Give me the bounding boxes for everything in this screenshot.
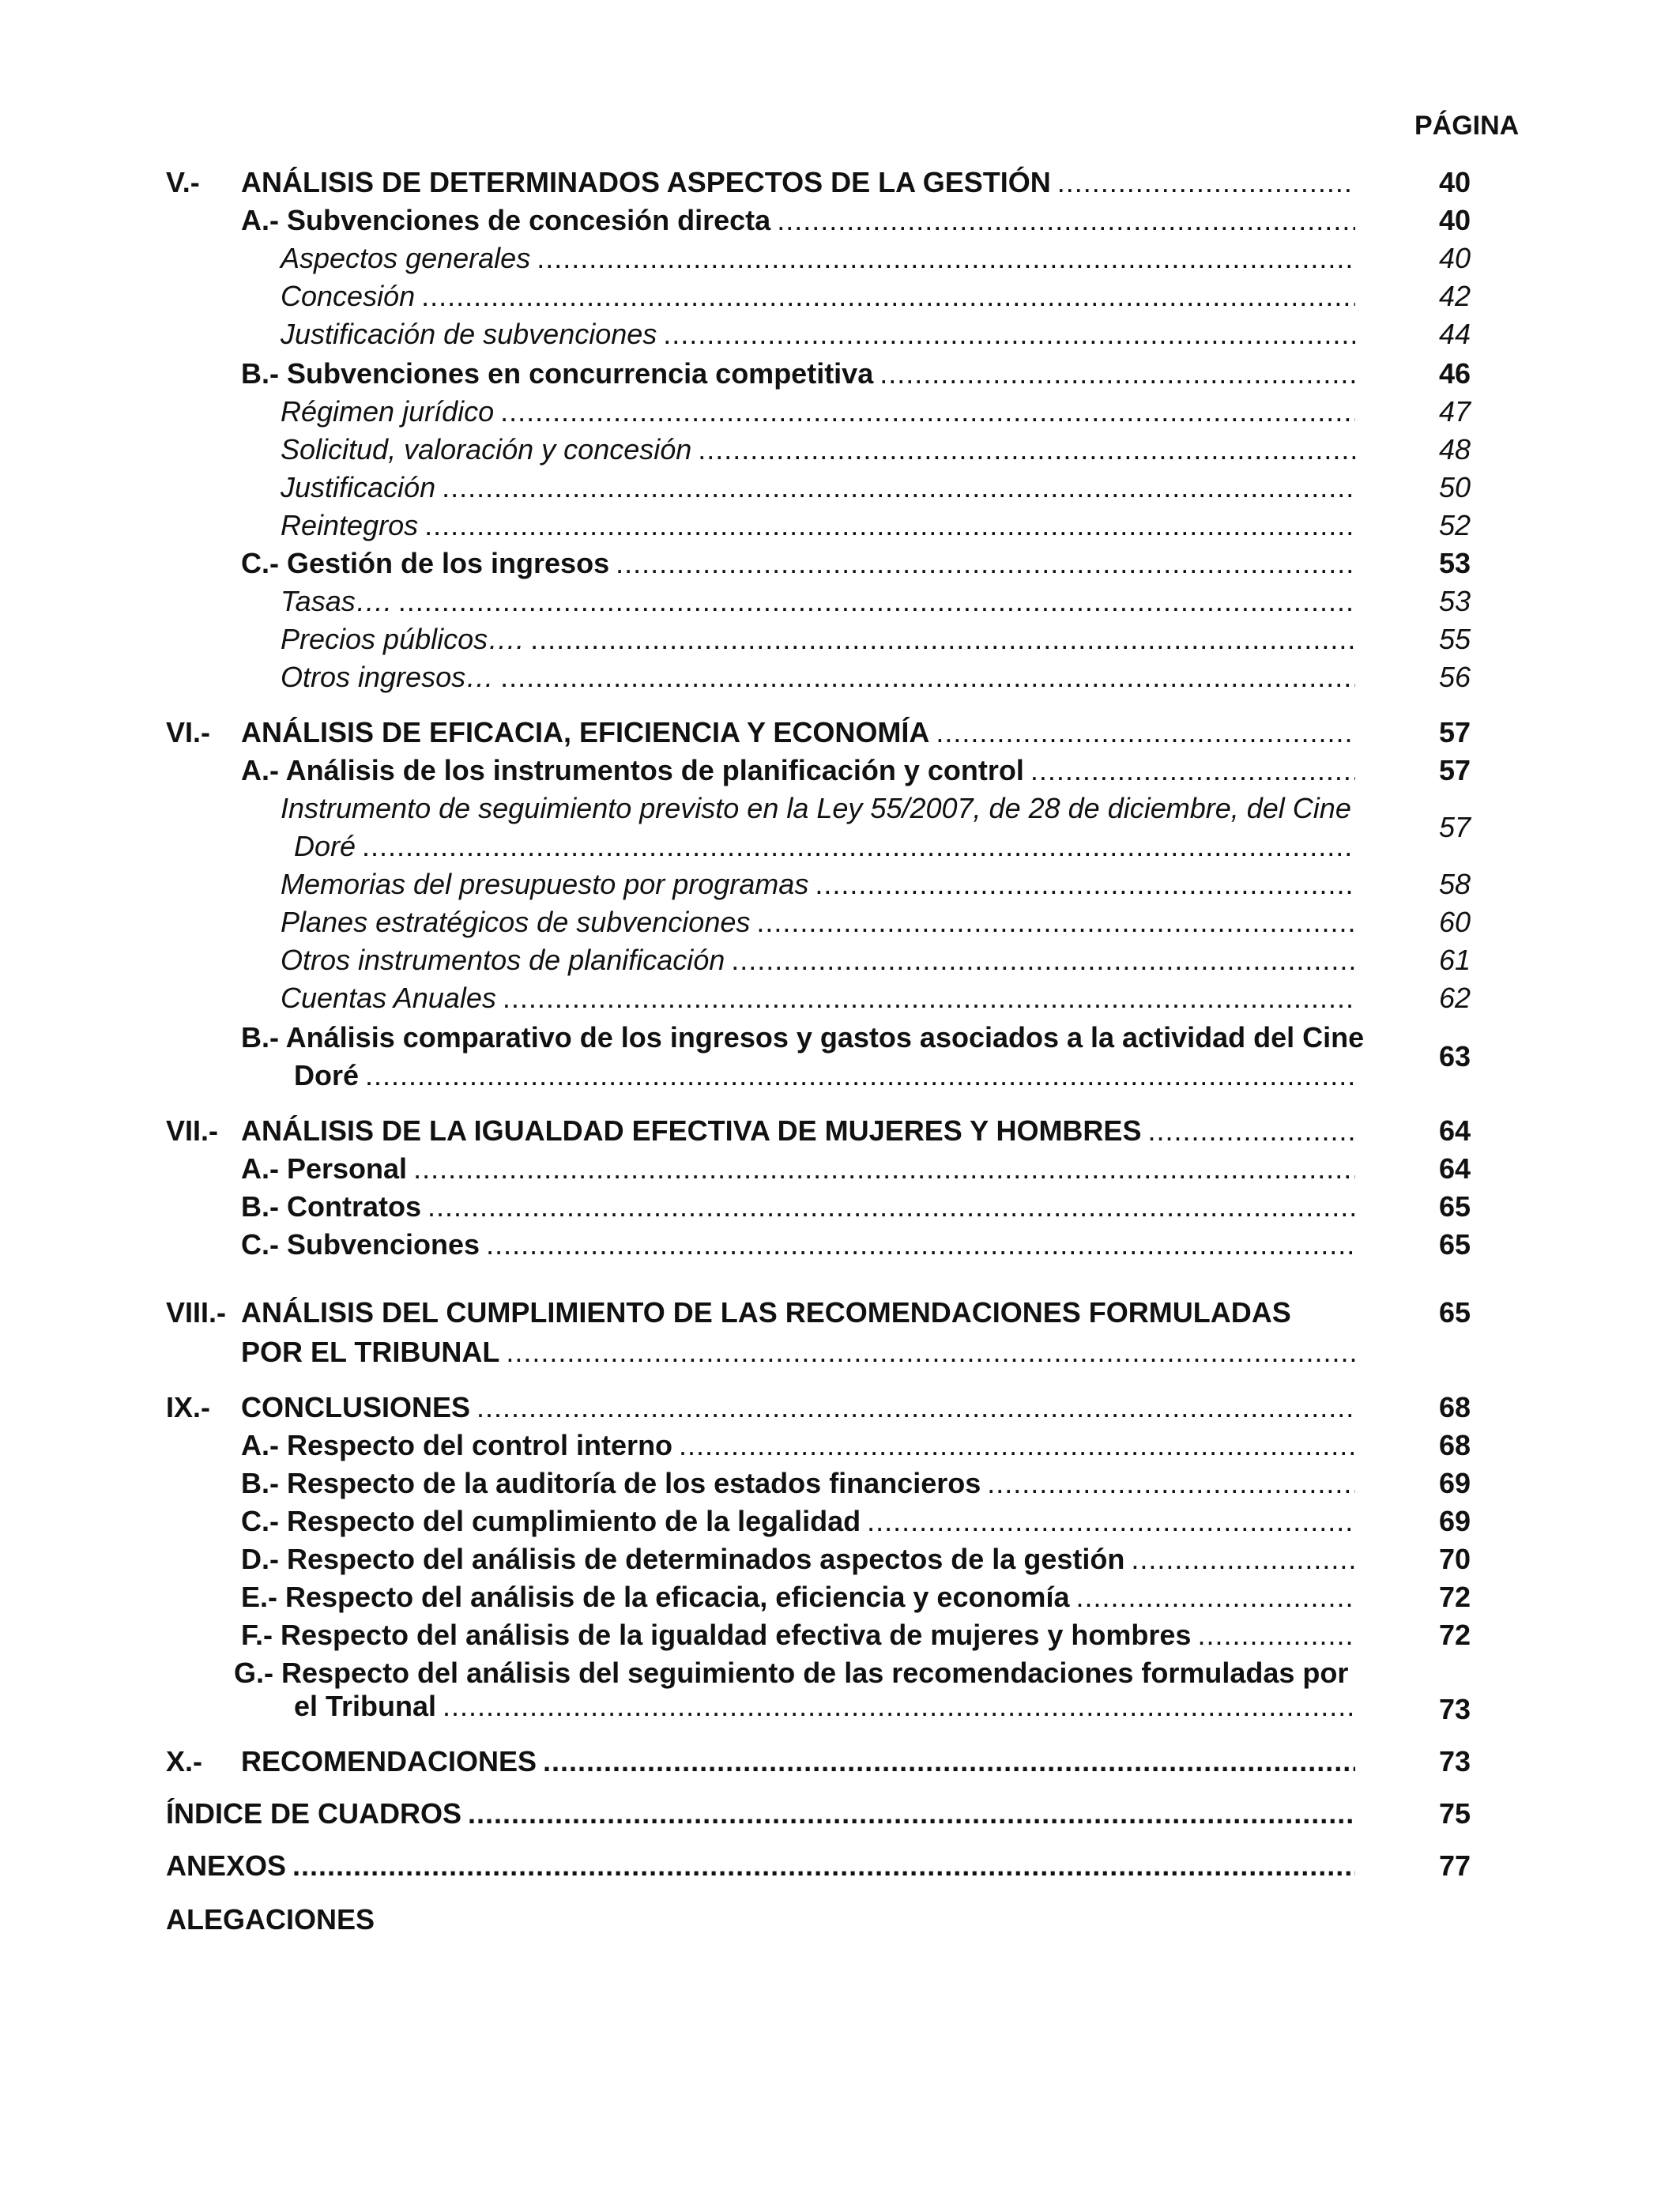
toc-page-number: 72 (1438, 1581, 1471, 1613)
dot-leader (731, 944, 1355, 977)
dot-leader (413, 1152, 1355, 1186)
toc-entry-title: E.- Respecto del análisis de la eficacia, eficiencia y economía (241, 1581, 1070, 1613)
toc-entry-title-continued: Doré (294, 1059, 360, 1091)
toc-entry-title: B.- Análisis comparativo de los ingresos y gastos asociados a la actividad del Cine (241, 1021, 1365, 1054)
toc-entry-title-continued: POR EL TRIBUNAL (241, 1336, 500, 1368)
toc-page-number: 69 (1438, 1505, 1471, 1537)
dot-leader (500, 395, 1355, 428)
dot-leader (421, 280, 1355, 313)
toc-entry-title: A.- Personal (241, 1152, 408, 1185)
toc-page-number: 42 (1438, 280, 1471, 312)
dot-leader (365, 1059, 1355, 1092)
toc-page-number: 65 (1438, 1228, 1471, 1261)
dot-leader (1197, 1619, 1355, 1652)
toc-entry-title: Reintegros (281, 509, 419, 541)
toc-entry-title: D.- Respecto del análisis de determinados aspectos de la gestión (241, 1543, 1125, 1575)
toc-page-number: 53 (1438, 547, 1471, 579)
dot-leader (1057, 166, 1355, 199)
dot-leader (500, 661, 1355, 694)
dot-leader (663, 318, 1355, 351)
dot-leader (756, 906, 1355, 939)
toc-entry-title: Solicitud, valoración y concesión (281, 433, 692, 466)
toc-page-number: 68 (1438, 1391, 1471, 1423)
toc-entry-title: Aspectos generales (281, 242, 531, 274)
dot-leader (503, 982, 1355, 1015)
toc-page-number: 50 (1438, 471, 1471, 503)
toc-entry-title: Cuentas Anuales (281, 982, 496, 1014)
toc-page-number: 46 (1438, 357, 1471, 390)
toc-entry-title: A.- Análisis de los instrumentos de planificación y control (241, 754, 1024, 786)
dot-leader (486, 1228, 1355, 1261)
toc-entry-title: Concesión (281, 280, 416, 312)
dot-leader (537, 242, 1355, 275)
toc-entry-title-continued: el Tribunal (294, 1690, 437, 1722)
dot-leader (698, 433, 1355, 466)
dot-leader (428, 1190, 1355, 1223)
toc-page-number: 56 (1438, 661, 1471, 693)
dot-leader (477, 1391, 1355, 1424)
toc-page-number: 68 (1438, 1429, 1471, 1461)
toc-page-number: 70 (1438, 1543, 1471, 1575)
toc-page-number: 44 (1438, 318, 1471, 350)
dot-leader (1147, 1114, 1355, 1148)
toc-entry-title: Memorias del presupuesto por programas (281, 868, 809, 900)
toc-entry-title: RECOMENDACIONES (241, 1745, 537, 1777)
dot-leader (880, 357, 1355, 390)
toc-entry-title: C.- Respecto del cumplimiento de la legalidad (241, 1505, 861, 1537)
toc-page-number: 57 (1438, 754, 1471, 786)
toc-entry-title: ANÁLISIS DEL CUMPLIMIENTO DE LAS RECOMENDACIONES FORMULADAS (241, 1296, 1291, 1329)
toc-entry-title: Justificación de subvenciones (281, 318, 657, 350)
toc-entry-title: ÍNDICE DE CUADROS (166, 1797, 462, 1830)
toc-page-number: 77 (1438, 1849, 1471, 1882)
toc-entry-title: ANÁLISIS DE DETERMINADOS ASPECTOS DE LA GESTIÓN (241, 166, 1051, 198)
toc-page-number: 64 (1438, 1114, 1471, 1147)
toc-page-number: 40 (1438, 242, 1471, 274)
section-number: VI.- (166, 716, 211, 748)
dot-leader (815, 868, 1355, 901)
toc-page-number: 63 (1438, 1040, 1471, 1072)
toc-entry-title: ANÁLISIS DE EFICACIA, EFICIENCIA Y ECONOMÍA (241, 716, 930, 748)
dot-leader (867, 1505, 1355, 1538)
toc-entry-title: CONCLUSIONES (241, 1391, 471, 1423)
dot-leader (543, 1745, 1355, 1778)
toc-entry-title: Tasas…. (281, 585, 392, 617)
dot-leader (616, 547, 1355, 580)
toc-entry-title: ANEXOS (166, 1849, 287, 1882)
dot-leader (987, 1467, 1355, 1500)
toc-page-number: 58 (1438, 868, 1471, 900)
dot-leader (1075, 1581, 1355, 1614)
dot-leader (443, 1690, 1355, 1723)
dot-leader (1030, 754, 1355, 787)
toc-page-number: 57 (1438, 811, 1471, 843)
toc-page-number: 47 (1438, 395, 1471, 428)
toc-page-number: 52 (1438, 509, 1471, 541)
dot-leader (398, 585, 1355, 618)
section-number: VII.- (166, 1114, 219, 1147)
toc-page-number: 57 (1438, 716, 1471, 748)
toc-page-number: 64 (1438, 1152, 1471, 1185)
dot-leader (777, 204, 1355, 237)
toc-entry-title: C.- Gestión de los ingresos (241, 547, 610, 579)
toc-entry-title: Planes estratégicos de subvenciones (281, 906, 751, 938)
dot-leader (530, 623, 1355, 656)
toc-page-number: 60 (1438, 906, 1471, 938)
section-number: X.- (166, 1745, 203, 1777)
toc-page-number: 75 (1438, 1797, 1471, 1830)
toc-entry-title: ANÁLISIS DE LA IGUALDAD EFECTIVA DE MUJERES Y HOMBRES (241, 1114, 1142, 1147)
toc-page-number: 69 (1438, 1467, 1471, 1499)
toc-page-number: 73 (1438, 1693, 1471, 1725)
toc-entry-title: Otros instrumentos de planificación (281, 944, 725, 976)
toc-entry-title: A.- Subvenciones de concesión directa (241, 204, 771, 236)
toc-entry-title: A.- Respecto del control interno (241, 1429, 673, 1461)
toc-entry-title: G.- Respecto del análisis del seguimiento de las recomendaciones formuladas por (234, 1657, 1349, 1689)
toc-page-number: 72 (1438, 1619, 1471, 1651)
toc-page-number: 73 (1438, 1745, 1471, 1777)
toc-page-number: 61 (1438, 944, 1471, 976)
dot-leader (679, 1429, 1355, 1462)
toc-entry-title: B.- Respecto de la auditoría de los estados financieros (241, 1467, 981, 1499)
toc-entry-title: Instrumento de seguimiento previsto en la Ley 55/2007, de 28 de diciembre, del Cine (281, 792, 1351, 824)
toc-entry-title-continued: Doré (294, 830, 356, 862)
toc-entry-title: Justificación (281, 471, 436, 503)
page-column-header: PÁGINA (1414, 111, 1520, 141)
dot-leader (424, 509, 1355, 542)
dot-leader (292, 1849, 1355, 1883)
dot-leader (442, 471, 1355, 504)
toc-page-number: 40 (1438, 204, 1471, 236)
section-number: VIII.- (166, 1296, 227, 1329)
toc-page-number: 48 (1438, 433, 1471, 466)
dot-leader (362, 830, 1355, 863)
toc-entry-title: C.- Subvenciones (241, 1228, 480, 1261)
toc-page-number: 53 (1438, 585, 1471, 617)
dot-leader (936, 716, 1355, 749)
toc-entry-title: ALEGACIONES (166, 1903, 375, 1936)
toc-entry-title: B.- Contratos (241, 1190, 421, 1223)
toc-entry-title: Precios públicos…. (281, 623, 525, 655)
toc-entry-title: Régimen jurídico (281, 395, 495, 428)
toc-page-number: 40 (1438, 166, 1471, 198)
toc-page-number: 62 (1438, 982, 1471, 1014)
toc-entry-title: F.- Respecto del análisis de la igualdad efectiva de mujeres y hombres (241, 1619, 1192, 1651)
toc-entry-title: Otros ingresos… (281, 661, 495, 693)
section-number: V.- (166, 166, 200, 198)
dot-leader (1131, 1543, 1355, 1576)
toc-page-number: 65 (1438, 1190, 1471, 1223)
toc-page-number: 65 (1438, 1296, 1471, 1329)
toc-page-number: 55 (1438, 623, 1471, 655)
dot-leader (506, 1336, 1355, 1369)
section-number: IX.- (166, 1391, 211, 1423)
toc-entry-title: B.- Subvenciones en concurrencia competitiva (241, 357, 874, 390)
dot-leader (468, 1797, 1355, 1830)
